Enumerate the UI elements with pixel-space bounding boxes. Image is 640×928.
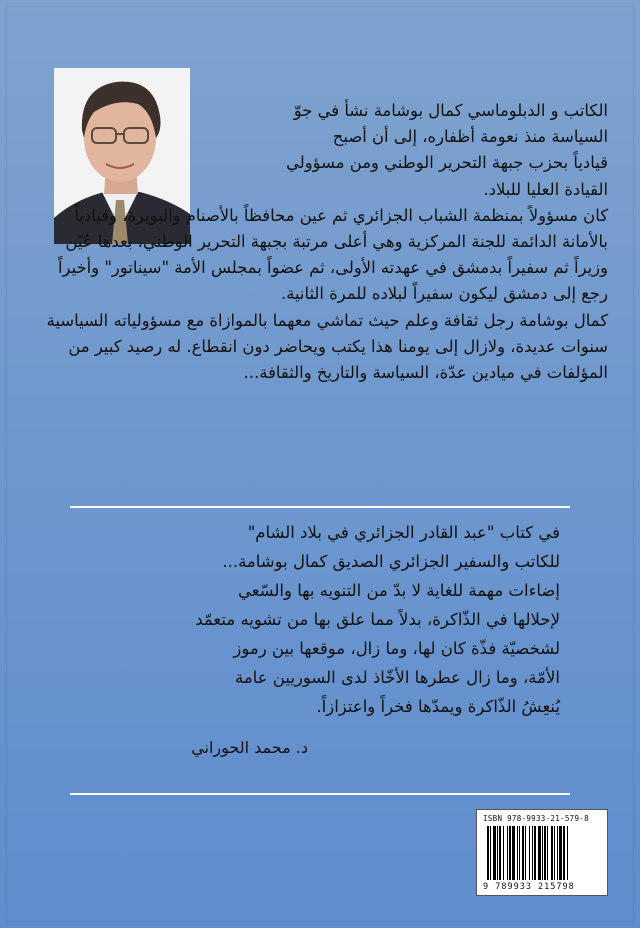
barcode-bar	[554, 826, 555, 880]
quote-line: لشخصيّة فذّة كان لها، وما زال، موقعها بين رموز	[233, 639, 560, 658]
barcode-bar	[487, 826, 489, 880]
quote-line: إضاءات مهمة للغاية لا بدّ من التنويه بها والسّعي	[237, 581, 560, 600]
barcode-bar	[544, 826, 546, 880]
barcode-bar	[538, 826, 541, 880]
barcode-bar	[525, 826, 526, 880]
bio-line: القيادة العليا للبلاد.	[483, 179, 608, 199]
barcode-bars	[487, 826, 597, 880]
bio-line: قيادياً بحزب جبهة التحرير الوطني ومن مسؤولي	[286, 153, 608, 173]
barcode-bar	[532, 826, 533, 880]
barcode-bar	[529, 826, 530, 880]
bio-line: السياسة منذ نعومة أظفاره، إلى أن أصبح	[332, 127, 608, 147]
isbn-barcode	[476, 809, 608, 896]
bio-paragraph-3: كمال بوشامة رجل ثقافة وعلم حيث تماشي معهما بالموازاة مع مسؤولياته السياسية سنوات عديدة، ولازال إلى يومنا هذا يكتب ويحاضر دون انقطاع. له رصيد كبير من المؤلفات في ميادين عدّة، السياسة والتاريخ والثقافة...	[46, 310, 608, 383]
quote-signature: د. محمد الحوراني	[191, 738, 308, 757]
quote-line: لإحلالها في الذّاكرة، بدلاً مما علق بها من تشويه متعمّد	[195, 610, 560, 629]
barcode-bar	[542, 826, 543, 880]
quote-line: للكاتب والسفير الجزائري الصديق كمال بوشامة...	[222, 552, 560, 571]
divider-bottom	[70, 793, 570, 795]
barcode-bar	[493, 826, 496, 880]
barcode-digits: 9 789933 215798	[483, 882, 575, 892]
barcode-bar	[509, 826, 511, 880]
quote-line: يُنعِشُ الذّاكرة ويمدّها فخراً واعتزازاً.	[316, 697, 560, 716]
bio-line: الكاتب و الدبلوماسي كمال بوشامة نشأ في جوّ	[293, 101, 608, 120]
review-quote	[90, 518, 560, 721]
barcode-bar	[499, 826, 501, 880]
barcode-bar	[519, 826, 520, 880]
barcode-bar	[490, 826, 491, 880]
barcode-bar	[557, 826, 558, 880]
barcode-bar	[503, 826, 504, 880]
barcode-bar	[512, 826, 515, 880]
isbn-label: ISBN 978-9933-21-579-8	[483, 814, 589, 823]
quote-line: الأمّة، وما زال عطرها الأخّاذ لدى السوريين عامة	[235, 668, 560, 687]
barcode-bar	[507, 826, 508, 880]
author-bio	[32, 98, 608, 478]
barcode-bar	[563, 826, 565, 880]
barcode-bar	[534, 826, 536, 880]
barcode-bar	[497, 826, 498, 880]
barcode-bar	[551, 826, 553, 880]
quote-line: في كتاب "عبد القادر الجزائري في بلاد الشام"	[247, 523, 560, 542]
bio-paragraph-2: كان مسؤولاً بمنظمة الشباب الجزائري ثم عين محافظاً بالأصنام والبويرة، وقيادياً بالأمانة الدائمة للجنة المركزية وهي أعلى مرتبة بجبهة التحرير الوطني، بعدها عُيّن وزيراً ثم سفيراً بدمشق في عهدته الأولى، ثم عضواً بمجلس الأمة "سيناتور" وأخيراً رجع إلى دمشق ليكون سفيراً لبلاده للمرة الثانية.	[57, 205, 608, 304]
barcode-bar	[522, 826, 524, 880]
barcode-bar	[517, 826, 518, 880]
barcode-bar	[547, 826, 548, 880]
divider-top	[70, 506, 570, 508]
barcode-bar	[559, 826, 562, 880]
barcode-bar	[567, 826, 568, 880]
